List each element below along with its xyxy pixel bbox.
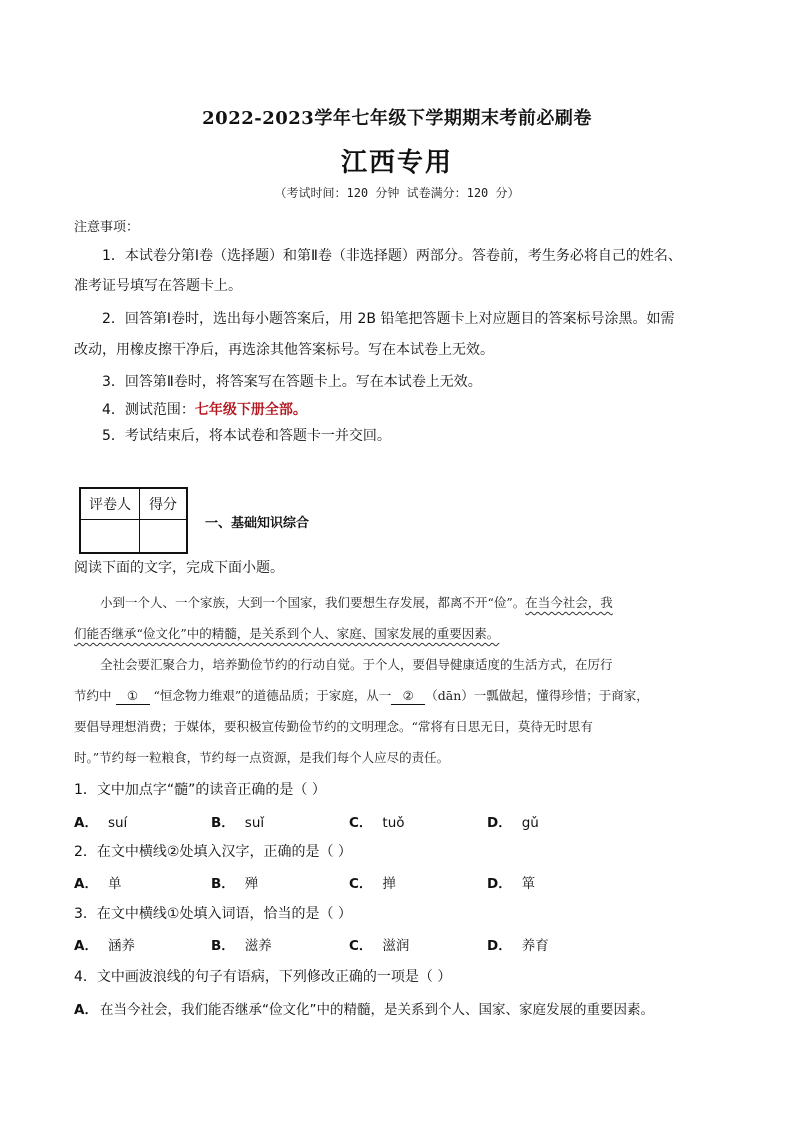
note-item-4: 4．测试范围：七年级下册全部。 [102,402,307,418]
grader-cell[interactable] [80,520,140,554]
notes-heading: 注意事项： [74,220,140,235]
question-1-stem: 1．文中加点字“髓”的读音正确的是（ ） [74,782,326,798]
blank-2: ② [391,688,425,705]
question-4-stem: 4．文中画波浪线的句子有语病，下列修改正确的一项是（ ） [74,969,452,985]
exam-region-subtitle: 江西专用 [340,148,453,178]
q3-option-c[interactable]: C． 滋润 [349,938,410,954]
passage-line-1: 小到一个人、一个家族，大到一个国家，我们要想生存发展，都离不开“俭”。在当今社会，我 [100,595,613,610]
blank-1: ① [116,688,150,705]
note-item-3: 3．回答第Ⅱ卷时，将答案写在答题卡上。写在本试卷上无效。 [102,374,482,390]
note-item-1-cont: 准考证号填写在答题卡上。 [74,278,242,294]
passage-line-2: 们能否继承“俭文化”中的精髓，是关系到个人、家庭、国家发展的重要因素。 [74,626,500,641]
note-item-1: 1．本试卷分第Ⅰ卷（选择题）和第Ⅱ卷（非选择题）两部分。答卷前，考生务必将自己的姓名、 [102,248,682,264]
grader-label: 评卷人 [80,488,140,520]
section-title: 一、基础知识综合 [205,516,310,531]
q4-option-a[interactable]: A． 在当今社会，我们能否继承“俭文化”中的精髓，是关系到个人、国家、家庭发展的重要因素。 [74,1002,654,1018]
passage-line-5: 要倡导理想消费；于媒体，要积极宣传勤俭节约的文明理念。“常将有日思无日，莫待无时思有 [74,719,593,734]
passage-line-3: 全社会要汇聚合力，培养勤俭节约的行动自觉。于个人，要倡导健康适度的生活方式，在厉行 [100,657,613,672]
passage-line-6: 时。”节约每一粒粮食，节约每一点资源，是我们每个人应尽的责任。 [74,750,450,765]
q1-option-d[interactable]: D． gǔ [487,815,539,831]
exam-time-score-info: （考试时间：120 分钟 试卷满分：120 分） [274,186,520,200]
q3-option-b[interactable]: B． 滋养 [211,938,272,954]
exam-title: 2022-2023学年七年级下学期期末考前必刷卷 [202,108,592,129]
note-item-5: 5．考试结束后，将本试卷和答题卡一并交回。 [102,428,391,444]
q2-option-d[interactable]: D． 箪 [487,876,536,892]
passage-line-4: 节约中 ① “恒念物力维艰”的道德品质；于家庭，从一 ② （dān）一瓢做起，懂得珍惜；于商家， [74,688,649,703]
q1-option-b[interactable]: B． suǐ [211,815,265,831]
score-label: 得分 [140,488,188,520]
reading-instruction: 阅读下面的文字，完成下面小题。 [74,560,284,576]
q2-option-c[interactable]: C． 掸 [349,876,396,892]
question-3-stem: 3．在文中横线①处填入词语，恰当的是（ ） [74,906,352,922]
test-scope-value: 七年级下册全部。 [194,402,307,418]
question-2-stem: 2．在文中横线②处填入汉字，正确的是（ ） [74,844,352,860]
q2-option-b[interactable]: B． 殚 [211,876,259,892]
score-table [79,487,188,554]
wavy-underlined-sentence: 在当今社会，我 [525,595,613,610]
q1-option-a[interactable]: A． suí [74,815,128,831]
note-item-2-cont: 改动，用橡皮擦干净后，再选涂其他答案标号。写在本试卷上无效。 [74,342,494,358]
q2-option-a[interactable]: A． 单 [74,876,122,892]
q1-option-c[interactable]: C． tuǒ [349,815,405,831]
note-item-2: 2．回答第Ⅰ卷时，选出每小题答案后，用 2B 铅笔把答题卡上对应题目的答案标号涂黑。如需 [102,311,675,327]
q3-option-d[interactable]: D． 养育 [487,938,549,954]
score-cell[interactable] [140,520,188,554]
q3-option-a[interactable]: A． 涵养 [74,938,135,954]
